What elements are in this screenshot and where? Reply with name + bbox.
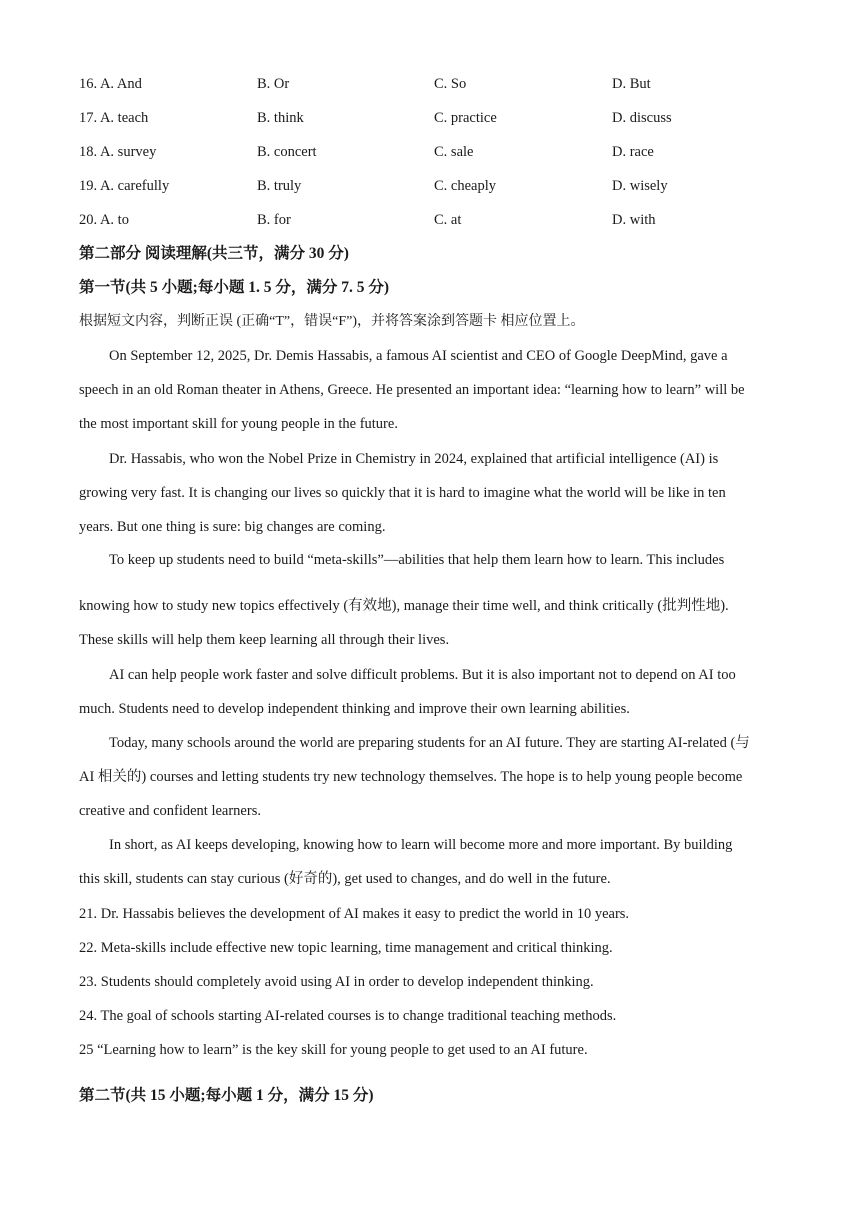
option-20-c: C. at [434,212,462,228]
option-16-b: B. Or [257,76,290,92]
part2-heading: 第二部分 阅读理解(共三节，满分 30 分) [79,245,349,262]
passage-line: In short, as AI keeps developing, knowing how to learn will become more and more important. By building [109,837,733,853]
option-18-b: B. concert [257,144,317,160]
passage-line: Dr. Hassabis, who won the Nobel Prize in Chemistry in 2024, explained that artificial intelligence (AI) is [109,451,719,467]
option-19-c: C. cheaply [434,178,497,194]
option-19-d: D. wisely [612,178,668,194]
question-21: 21. Dr. Hassabis believes the development of AI makes it easy to predict the world in 10 years. [79,906,630,922]
question-22: 22. Meta-skills include effective new topic learning, time management and critical thinking. [79,940,613,956]
question-25: 25 “Learning how to learn” is the key skill for young people to get used to an AI future. [79,1042,588,1058]
option-18-a: 18. A. survey [79,144,157,160]
passage-line: the most important skill for young people in the future. [79,416,398,432]
option-20-a: 20. A. to [79,212,129,228]
passage-line: growing very fast. It is changing our lives so quickly that it is hard to imagine what the world will be like in ten [79,485,726,501]
option-19-b: B. truly [257,178,302,194]
passage-line: AI can help people work faster and solve difficult problems. But it is also important not to depend on AI too [109,667,736,683]
option-row-17 [79,108,839,128]
option-17-b: B. think [257,110,304,126]
option-row-20 [79,210,839,230]
passage-line: On September 12, 2025, Dr. Demis Hassabis, a famous AI scientist and CEO of Google DeepMind, gave a [109,348,728,364]
option-row-16 [79,74,839,94]
passage-line: this skill, students can stay curious (好奇的), get used to changes, and do well in the future. [79,871,611,887]
option-20-b: B. for [257,212,291,228]
section1-heading: 第一节(共 5 小题;每小题 1. 5 分，满分 7. 5 分) [79,279,389,296]
passage-line: To keep up students need to build “meta-skills”—abilities that help them learn how to learn. This includes [109,552,725,568]
passage-line: knowing how to study new topics effectively (有效地), manage their time well, and think critically (批判性地). [79,598,729,614]
passage-line: speech in an old Roman theater in Athens, Greece. He presented an important idea: “learning how to learn” will be [79,382,745,398]
passage-line: Today, many schools around the world are preparing students for an AI future. They are starting AI-related (与 [109,735,750,751]
passage-line: AI 相关的) courses and letting students try new technology themselves. The hope is to help young people become [79,769,743,785]
option-17-c: C. practice [434,110,497,126]
question-23: 23. Students should completely avoid using AI in order to develop independent thinking. [79,974,594,990]
option-16-a: 16. A. And [79,76,142,92]
passage-line: years. But one thing is sure: big changes are coming. [79,519,386,535]
option-20-d: D. with [612,212,656,228]
option-17-d: D. discuss [612,110,672,126]
option-16-c: C. So [434,76,467,92]
passage-line: These skills will help them keep learning all through their lives. [79,632,450,648]
option-19-a: 19. A. carefully [79,178,170,194]
question-24: 24. The goal of schools starting AI-related courses is to change traditional teaching methods. [79,1008,617,1024]
option-18-c: C. sale [434,144,474,160]
option-17-a: 17. A. teach [79,110,149,126]
passage-line: creative and confident learners. [79,803,261,819]
section1-instruction: 根据短文内容，判断正误 (正确“T”，错误“F”)，并将答案涂到答题卡 相应位置上。 [79,314,585,329]
option-16-d: D. But [612,76,651,92]
passage-line: much. Students need to develop independent thinking and improve their own learning abilities. [79,701,630,717]
option-18-d: D. race [612,144,654,160]
option-row-18 [79,142,839,162]
option-row-19 [79,176,839,196]
section2-heading: 第二节(共 15 小题;每小题 1 分，满分 15 分) [79,1087,374,1104]
